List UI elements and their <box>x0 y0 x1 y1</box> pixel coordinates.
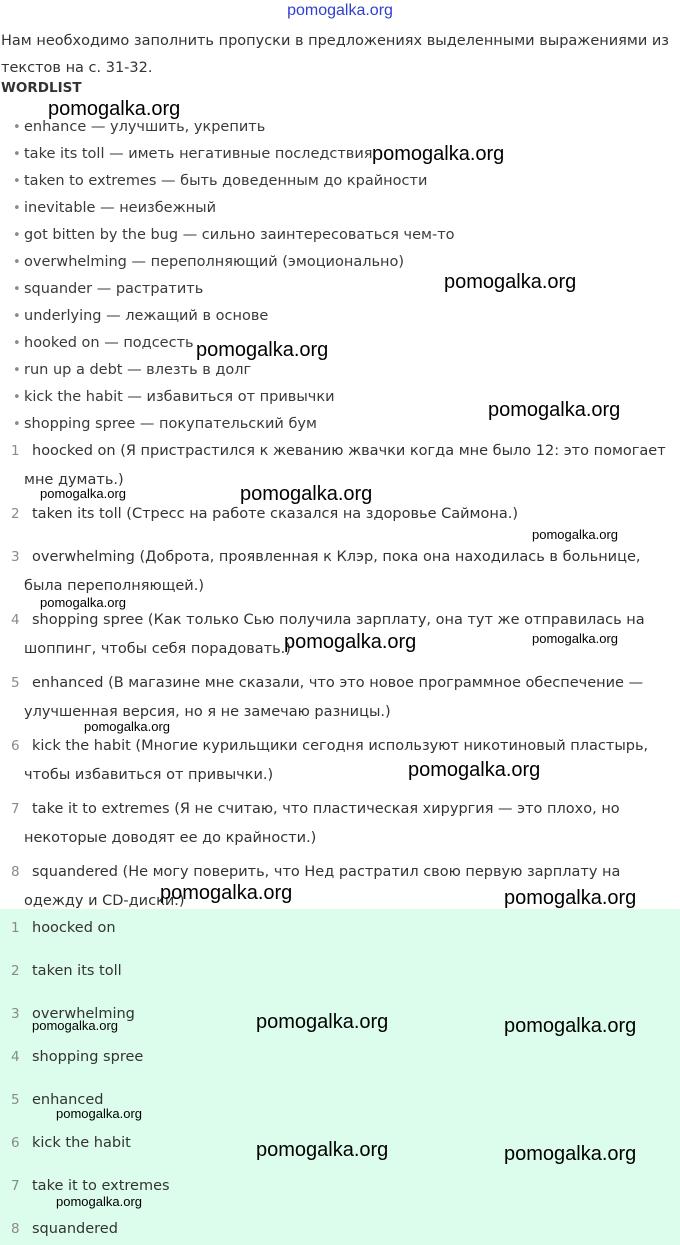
watermark-text: pomogalka.org <box>532 631 618 646</box>
exercise-item: 7 take it to extremes (Я не считаю, что пластическая хирургия — это плохо, но некоторые доводят ее до крайности.) <box>11 801 620 846</box>
answer-item: 6 kick the habit <box>11 1135 131 1151</box>
watermark-text: pomogalka.org <box>56 1106 142 1121</box>
watermark-text: pomogalka.org <box>240 483 373 505</box>
answer-item: 1 hoocked on <box>11 920 116 936</box>
wordlist-title: WORDLIST <box>1 80 82 96</box>
bullet-icon: • <box>13 363 21 378</box>
exercise-item: 3 overwhelming (Доброта, проявленная к Клэр, пока она находилась в больнице, была переполняющей.) <box>11 549 641 594</box>
answer-item: 3 overwhelming <box>11 1006 135 1022</box>
bullet-icon: • <box>13 282 21 297</box>
exercise-item: 4 shopping spree (Как только Сью получила зарплату, она тут же отправилась на шоппинг, чтобы себя порадовать.) <box>11 612 645 657</box>
bullet-icon: • <box>13 147 21 162</box>
watermark-text: pomogalka.org <box>32 1018 118 1033</box>
watermark-text: pomogalka.org <box>40 486 126 501</box>
wordlist-item: • inevitable — неизбежный <box>13 195 455 222</box>
wordlist-item: • enhance — улучшить, укрепить <box>13 114 455 141</box>
watermark-text: pomogalka.org <box>504 887 637 909</box>
exercise-item: 1 hoocked on (Я пристрастился к жеванию жвачки когда мне было 12: это помогает мне думать.) <box>11 443 666 488</box>
answer-item: 8 squandered <box>11 1221 118 1237</box>
watermark-text: pomogalka.org <box>40 595 126 610</box>
watermark-text: pomogalka.org <box>408 759 541 781</box>
watermark-text: pomogalka.org <box>444 271 577 293</box>
wordlist-item: • kick the habit — избавиться от привычки <box>13 384 455 411</box>
bullet-icon: • <box>13 201 21 216</box>
exercise-item: 8 squandered (Не могу поверить, что Нед растратил свою первую зарплату на одежду и CD-диски.) <box>11 864 621 909</box>
exercise-item: 6 kick the habit (Многие курильщики сегодня используют никотиновый пластырь, чтобы избавиться от привычки.) <box>11 738 649 783</box>
answer-item: 2 taken its toll <box>11 963 122 979</box>
wordlist-item: • hooked on — подсесть <box>13 330 455 357</box>
watermark-text: pomogalka.org <box>372 143 505 165</box>
answer-item: 4 shopping spree <box>11 1049 144 1065</box>
wordlist-item: • squander — растратить <box>13 276 455 303</box>
bullet-icon: • <box>13 174 21 189</box>
watermark-text: pomogalka.org <box>196 339 329 361</box>
exercise-item: 2 taken its toll (Стресс на работе сказался на здоровье Саймона.) <box>11 506 518 522</box>
bullet-icon: • <box>13 309 21 324</box>
watermark-text: pomogalka.org <box>256 1139 389 1161</box>
intro-text: Нам необходимо заполнить пропуски в предложениях выделенными выражениями из текстов на с. 31-32. <box>1 33 670 76</box>
bullet-icon: • <box>13 228 21 243</box>
answer-item: 7 take it to extremes <box>11 1178 170 1194</box>
answer-item: 5 enhanced <box>11 1092 104 1108</box>
site-header-logo[interactable]: pomogalka.org <box>287 2 393 19</box>
watermark-text: pomogalka.org <box>532 527 618 542</box>
watermark-text: pomogalka.org <box>284 631 417 653</box>
bullet-icon: • <box>13 390 21 405</box>
watermark-text: pomogalka.org <box>84 719 170 734</box>
bullet-icon: • <box>13 417 21 432</box>
wordlist-item: • got bitten by the bug — сильно заинтересоваться чем-то <box>13 222 455 249</box>
exercise-item: 5 enhanced (В магазине мне сказали, что это новое программное обеспечение — улучшенная версия, но я не замечаю разницы.) <box>11 675 644 720</box>
watermark-text: pomogalka.org <box>256 1011 389 1033</box>
watermark-text: pomogalka.org <box>504 1143 637 1165</box>
bullet-icon: • <box>13 120 21 135</box>
watermark-text: pomogalka.org <box>488 399 621 421</box>
bullet-icon: • <box>13 255 21 270</box>
wordlist-item: • run up a debt — влезть в долг <box>13 357 455 384</box>
wordlist-item: • underlying — лежащий в основе <box>13 303 455 330</box>
watermark-text: pomogalka.org <box>160 882 293 904</box>
wordlist-item: • shopping spree — покупательский бум <box>13 411 455 438</box>
bullet-icon: • <box>13 336 21 351</box>
wordlist-item: • overwhelming — переполняющий (эмоционально) <box>13 249 455 276</box>
watermark-text: pomogalka.org <box>48 98 181 120</box>
watermark-text: pomogalka.org <box>504 1015 637 1037</box>
wordlist-item: • take its toll — иметь негативные последствия <box>13 141 455 168</box>
watermark-text: pomogalka.org <box>56 1194 142 1209</box>
wordlist-item: • taken to extremes — быть доведенным до крайности <box>13 168 455 195</box>
